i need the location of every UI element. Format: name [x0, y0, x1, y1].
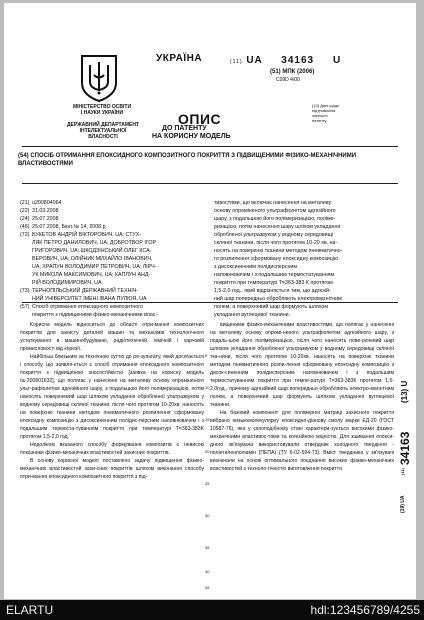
line-number: 10 — [205, 385, 210, 390]
line-number: 35 — [205, 545, 210, 550]
description-paragraph: Корисна модель відноситься до області отри-мання композитних покриттів для захисту деталей машин та механізмів технологічного устаткування в машинобудуванні, радіотехнічній, хімічній і харчовій промисловості від корозії. — [20, 322, 204, 352]
ministry-label — [62, 104, 142, 116]
abstract-line: наповнювачем і з подальшим термостатуванням — [214, 272, 335, 278]
department-line-3: ВЛАСНОСТІ — [88, 134, 118, 140]
description-right-column — [210, 321, 394, 473]
biblio-text: НИЙ УНІВЕРСИТЕТ ІМЕНІ ІВАНА ПУЛЮЯ, UA — [32, 296, 147, 302]
biblio-code: (57) — [20, 304, 30, 310]
biblio-code: (46) — [20, 224, 30, 230]
line-number: 30 — [205, 513, 210, 518]
abstract-line: полем, а поверхневий шар формують шляхом — [214, 304, 328, 310]
biblio-text: UA; ХРАПУН ВОЛОДИМИР ПЕТРОВИЧ, UA; ЛІРЧ- — [32, 264, 157, 270]
biblio-row — [20, 231, 210, 239]
biblio-text: РІЙ ВОЛОДИМИРОВИЧ, UA — [32, 280, 102, 286]
biblio-row — [20, 279, 210, 287]
doc-number: 34163 — [281, 55, 315, 66]
divider — [22, 302, 398, 303]
description-paragraph: В основу корисної моделі поставлено задачу підвищення фізико-механічних властивостей захи-сних покриттів шляхом виконання способу отри-мання епоксидного композитного покриття з під- — [20, 458, 204, 480]
biblio-row — [20, 255, 210, 263]
abstract-line: покриття при температурі Т=363-383 К протягом — [214, 280, 333, 286]
biblio-code: (22) — [20, 208, 30, 214]
biblio-row — [20, 271, 210, 279]
biblio-row — [20, 239, 210, 247]
biblio-text: Спосіб отримання епоксидного композитного — [32, 304, 144, 310]
ipc-code: C09D 4/00 — [276, 77, 300, 83]
department-line-1: ДЕРЖАВНИЙ ДЕПАРТАМЕНТ — [67, 122, 139, 128]
divider — [22, 183, 398, 184]
viewer-status-bar — [0, 600, 424, 620]
side-info-line: (13) Дані щодо — [312, 103, 340, 108]
abstract-line: обробленої ультразвуком у водному середовищі — [214, 232, 334, 238]
biblio-code: (21) — [20, 200, 30, 206]
biblio-text: 31.03.2008 — [32, 208, 59, 214]
abstract-line: го розпилення сформовану епоксидну композицію — [214, 256, 338, 262]
biblio-text: покриття з підвищеними фізико-механічними влас- — [32, 312, 158, 318]
document-title: ОПИС — [178, 111, 222, 127]
invention-title: (54) СПОСІБ ОТРИМАННЯ ЕПОКСИДНОГО КОМПОЗИТНОГО ПОКРИТТЯ З ПІДВИЩЕНИМИ ФІЗИКО-МЕХАНІЧНИМИ ВЛАСТИВОСТЯМИ — [18, 153, 357, 167]
ministry-line-1: МІНІСТЕРСТВО ОСВІТИ — [72, 104, 132, 110]
description-left-column — [20, 321, 204, 481]
doc-prefix: (11) — [230, 59, 243, 65]
country-name: УКРАЇНА — [156, 53, 203, 64]
vertical-doc-suffix: (13) U — [400, 380, 409, 403]
description-paragraph: вищеними фізико-механічними властивостями, що полягає у нанесенні на металеву основу опромі-неного ультрафіолетом адгезійного шару, з подаль-шою його полімеризацією, після чого наносять пове-рхневий шар шляхом укладання обробленої ультразвуком у водному середовищі скляної тка-нини, після чого протягом 10-20хв. наносять на поверхню тканини методом пневматичного розпи-лення сформовану епоксидну композицію з дисок-синенним полідисперсним наповнювачем і з подальшим термостатуванням покриття при темпе-ратурі Т=363-383К протягом 1,5-2,0год., причому адгезійний шар попередньо обробляють електро-магнітним полем, а поверхневий шар формують шляхом укладання вуглецевої тканини. — [210, 322, 394, 408]
bibliographic-data — [20, 199, 210, 319]
abstract-line: 1,5-2,0 год., який відрізняється тим, що адгезій- — [214, 288, 331, 294]
abstract-line: основу опроміненого ультрафіолетом адгезійного — [214, 208, 336, 214]
biblio-text: u200804064 — [32, 200, 62, 206]
line-number: 40 — [205, 569, 210, 574]
trident-emblem-icon — [76, 53, 122, 103]
abstract-line: ний шар попередньо обробляють електромагнітним — [214, 296, 342, 302]
biblio-text: ГРИГОРОВИЧ, UA; ШКОДЗІНСЬКИЙ ОЛЕГ КСА- — [32, 248, 152, 254]
biblio-row — [20, 223, 210, 231]
side-info-line: патенту — [312, 118, 327, 123]
vertical-document-number — [398, 375, 414, 515]
biblio-row — [20, 247, 210, 255]
department-line-2: ІНТЕЛЕКТУАЛЬНОЇ — [79, 128, 127, 134]
biblio-row — [20, 287, 210, 295]
abstract-line: ризацією, потім нанесення шару шліхом укладання — [214, 224, 341, 230]
document-subtitle-1: ДО ПАТЕНТУ — [162, 125, 207, 132]
abstract-line: з дисоксиненним полідисперсним — [214, 264, 297, 270]
biblio-code: (72) — [20, 232, 30, 238]
biblio-code: (73) — [20, 288, 30, 294]
line-number: 5 — [205, 353, 208, 358]
ministry-line-2: І НАУКИ УКРАЇНИ — [80, 110, 124, 116]
document-number — [230, 55, 341, 66]
department-label — [60, 122, 146, 140]
vertical-doc-prefix-small: (11) — [400, 468, 405, 475]
biblio-row — [20, 311, 210, 319]
abstract-line: укладання вуглецевої тканини. — [214, 312, 291, 318]
biblio-row — [20, 303, 210, 311]
biblio-code: (24) — [20, 216, 30, 222]
biblio-text: 25.07.2008, Бюл.№ 14, 2008 р. — [32, 224, 108, 230]
biblio-text: УК МИКОЛА МАКСИМОВИЧ, UA; КАПЛУН АНД- — [32, 272, 151, 278]
line-number: 25 — [205, 481, 210, 486]
doc-code: UA — [246, 55, 263, 66]
document-subtitle-2: НА КОРИСНУ МОДЕЛЬ — [152, 133, 231, 140]
divider — [22, 146, 398, 147]
patent-page — [4, 3, 416, 599]
doc-suffix: U — [333, 55, 342, 66]
biblio-text: ВЕРОВИЧ, UA; ОЛІЙНИК МИХАЙЛО ІВАНОВИЧ, — [32, 256, 153, 262]
maintenance-info — [312, 103, 372, 123]
vertical-doc-prefix: (19) UA — [400, 495, 406, 513]
mpk-label: (51) МПК (2006) — [270, 69, 315, 75]
abstract-line: шару, з подальшою його полімеризацією, поліме- — [214, 216, 336, 222]
biblio-row — [20, 215, 210, 223]
description-paragraph: На базовий компонент для полімерної матриці захисного покриття вибрано низькомолекулярну епоксидно-діанову смолу марки ЕД-20 (ГОСТ 10587-76), яка у склоподібному стані характери-зується високими фізико-механічними властивос-тями та когезійною міцністю. Для зшивання епокси-дного зв'язувача використовували отвердник холодного твердіння - поліетиленполіамін (ПЕПА) (ТУ 6-02-594-73). Вміст твердника у зв'язувачі визначали на основі оптимального поєднання високих фізико-механічних властивостей з техноло-гічністю виготовлення покриття. — [210, 410, 394, 472]
line-number: 20 — [205, 449, 210, 454]
side-info-line: чинності — [312, 113, 328, 118]
biblio-text: 25.07.2008 — [32, 216, 59, 222]
abstract-line: скляної тканини, після чого протягом 10-20 хв. на- — [214, 240, 338, 246]
line-number: 15 — [205, 417, 210, 422]
biblio-row — [20, 207, 210, 215]
abstract-line: носять на поверхню тканини методом пневматично- — [214, 248, 343, 254]
handle-id: hdl:123456789/4255 — [310, 603, 420, 617]
biblio-row — [20, 263, 210, 271]
side-info-line: підтримання — [312, 108, 336, 113]
biblio-row — [20, 199, 210, 207]
description-paragraph: Найбільш близьким за технічною суттю до ре-зультату, який досягається і способу, що заявля-ється є спосіб отримання епоксидного композитного покриття з підвищеною зносостійкістю [заявка на корисну модель №200801632], що полягає у нанесенні на металеву основу опроміненого ульт-рафіолетом адгезійного шару, з подальшою його полімеризацією, потім наносять поверхневий шар шляхом укладання обробленої ультразвуком у водному середовищі скляної тканини, після чого протягом 10-20хв. наносять на поверхню тканини методом пневматичного розпилення сформовану епоксидну композицію з дисоксиненним полідис-персним наповнювачем і з подальшим термоста-туванням покриття при температурі T=363-383K протягом 1,5-2,0 год. — [20, 354, 204, 440]
vertical-doc-number: 34163 — [398, 431, 412, 465]
abstract-line: тивостями, що включає нанесення на металеву — [214, 200, 332, 206]
biblio-text: БУКЕТОВ АНДРІЙ ВІКТОРОВИЧ, UA; СТУХ- — [32, 232, 142, 238]
biblio-text: ТЕРНОПІЛЬСЬКИЙ ДЕРЖАВНИЙ ТЕХНІЧ- — [32, 288, 139, 294]
claim-abstract — [214, 199, 404, 319]
line-number: 45 — [205, 585, 210, 590]
repository-name: ELARTU — [6, 603, 54, 617]
biblio-text: ЛЯК ПЕТРО ДАНИЛОВИЧ, UA; ДОБРОТВОР ІГОР — [32, 240, 157, 246]
description-paragraph: Недоліком вказаного способу формування композитів є невисокі показники фізико-механічних властивостей захисних покриттів. — [20, 442, 204, 456]
